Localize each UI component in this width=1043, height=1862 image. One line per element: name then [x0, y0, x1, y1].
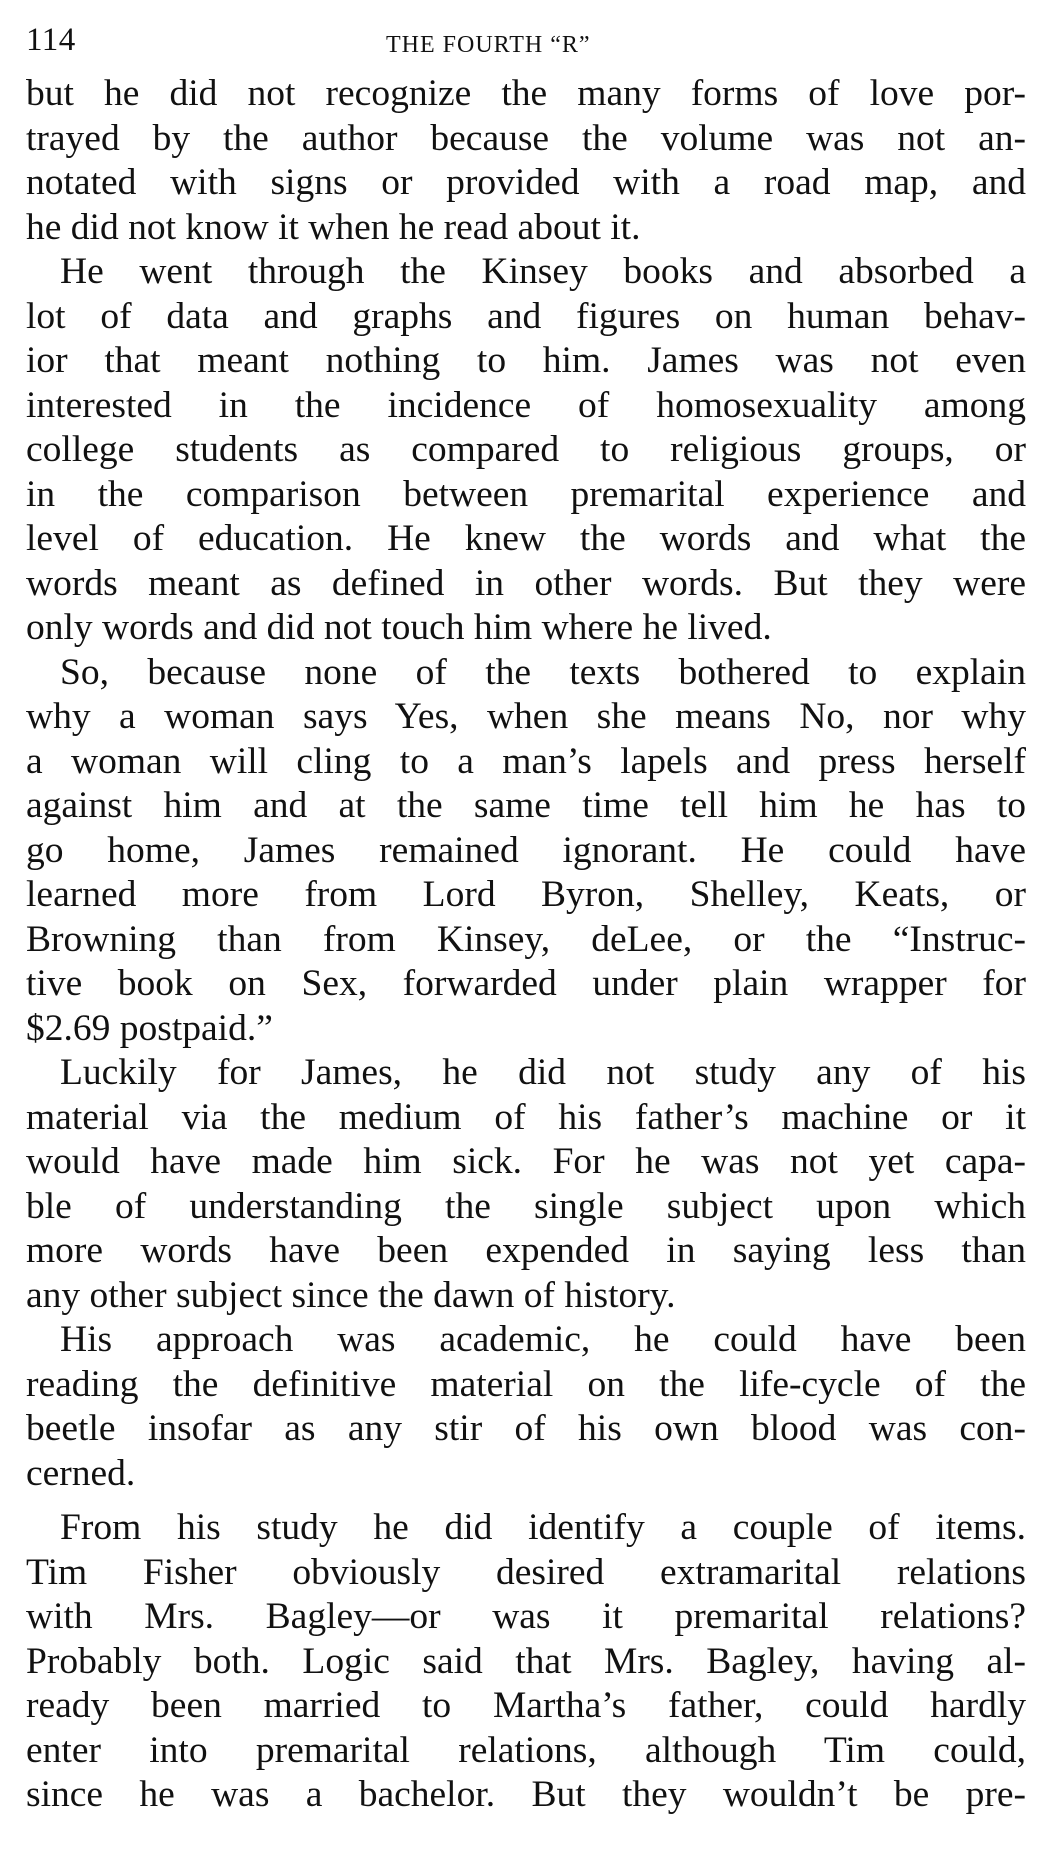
text-line: From his study he did identify a couple of items.	[60, 1507, 1026, 1548]
text-line: His approach was academic, he could have been	[60, 1319, 1026, 1360]
text-line: reading the definitive material on the life-cycle of the	[26, 1363, 1026, 1405]
text-line: notated with signs or provided with a road map, and	[26, 162, 1026, 203]
text-line: enter into premarital relations, although Tim could,	[26, 1729, 1026, 1771]
book-page	[26, 14, 1026, 1818]
text-line: why a woman says Yes, when she means No, nor why	[26, 696, 1026, 737]
paragraph	[26, 72, 1026, 250]
text-line: since he was a bachelor. But they wouldn’t be pre-	[26, 1774, 1026, 1815]
text-line: level of education. He knew the words and what the	[26, 518, 1026, 559]
paragraph	[26, 1318, 1026, 1496]
text-line: in the comparison between premarital experience and	[26, 473, 1026, 515]
text-line: ble of understanding the single subject upon which	[26, 1185, 1026, 1227]
text-line: only words and did not touch him where he lived.	[26, 607, 772, 648]
text-line: So, because none of the texts bothered to explain	[60, 651, 1026, 693]
paragraph	[26, 250, 1026, 651]
paragraph	[26, 1506, 1026, 1818]
text-line: would have made him sick. For he was not yet capa-	[26, 1141, 1026, 1182]
text-line: beetle insofar as any stir of his own blood was con-	[26, 1408, 1026, 1449]
text-line: Browning than from Kinsey, deLee, or the “Instruc-	[26, 918, 1026, 960]
text-line: interested in the incidence of homosexuality among	[26, 384, 1026, 426]
paragraph	[26, 1051, 1026, 1318]
text-line: tive book on Sex, forwarded under plain wrapper for	[26, 963, 1026, 1004]
text-line: Luckily for James, he did not study any of his	[60, 1052, 1026, 1093]
text-line: but he did not recognize the many forms of love por-	[26, 73, 1026, 114]
text-line: He went through the Kinsey books and absorbed a	[60, 251, 1026, 292]
text-line: learned more from Lord Byron, Shelley, Keats, or	[26, 874, 1026, 915]
text-line: words meant as defined in other words. But they were	[26, 562, 1026, 604]
paragraph	[26, 651, 1026, 1052]
text-line: lot of data and graphs and figures on human behav-	[26, 295, 1026, 337]
text-line: he did not know it when he read about it.	[26, 206, 641, 248]
body-text	[26, 72, 1026, 1818]
text-line: $2.69 postpaid.”	[26, 1007, 273, 1049]
text-line: a woman will cling to a man’s lapels and press herself	[26, 740, 1026, 782]
text-line: go home, James remained ignorant. He could have	[26, 829, 1026, 871]
text-line: any other subject since the dawn of history.	[26, 1274, 676, 1316]
text-line: against him and at the same time tell him he has to	[26, 785, 1026, 826]
running-head: THE FOURTH “R”	[386, 32, 591, 58]
text-line: more words have been expended in saying less than	[26, 1230, 1026, 1271]
page-header	[26, 14, 1026, 66]
text-line: Probably both. Logic said that Mrs. Bagley, having al-	[26, 1640, 1026, 1682]
text-line: ready been married to Martha’s father, could hardly	[26, 1685, 1026, 1726]
text-line: college students as compared to religious groups, or	[26, 429, 1026, 470]
text-line: with Mrs. Bagley—or was it premarital relations?	[26, 1596, 1026, 1637]
text-line: cerned.	[26, 1452, 136, 1494]
text-line: Tim Fisher obviously desired extramarital relations	[26, 1551, 1026, 1593]
text-line: ior that meant nothing to him. James was not even	[26, 340, 1026, 381]
text-line: material via the medium of his father’s machine or it	[26, 1096, 1026, 1138]
page-number: 114	[26, 22, 76, 58]
text-line: trayed by the author because the volume was not an-	[26, 117, 1026, 159]
